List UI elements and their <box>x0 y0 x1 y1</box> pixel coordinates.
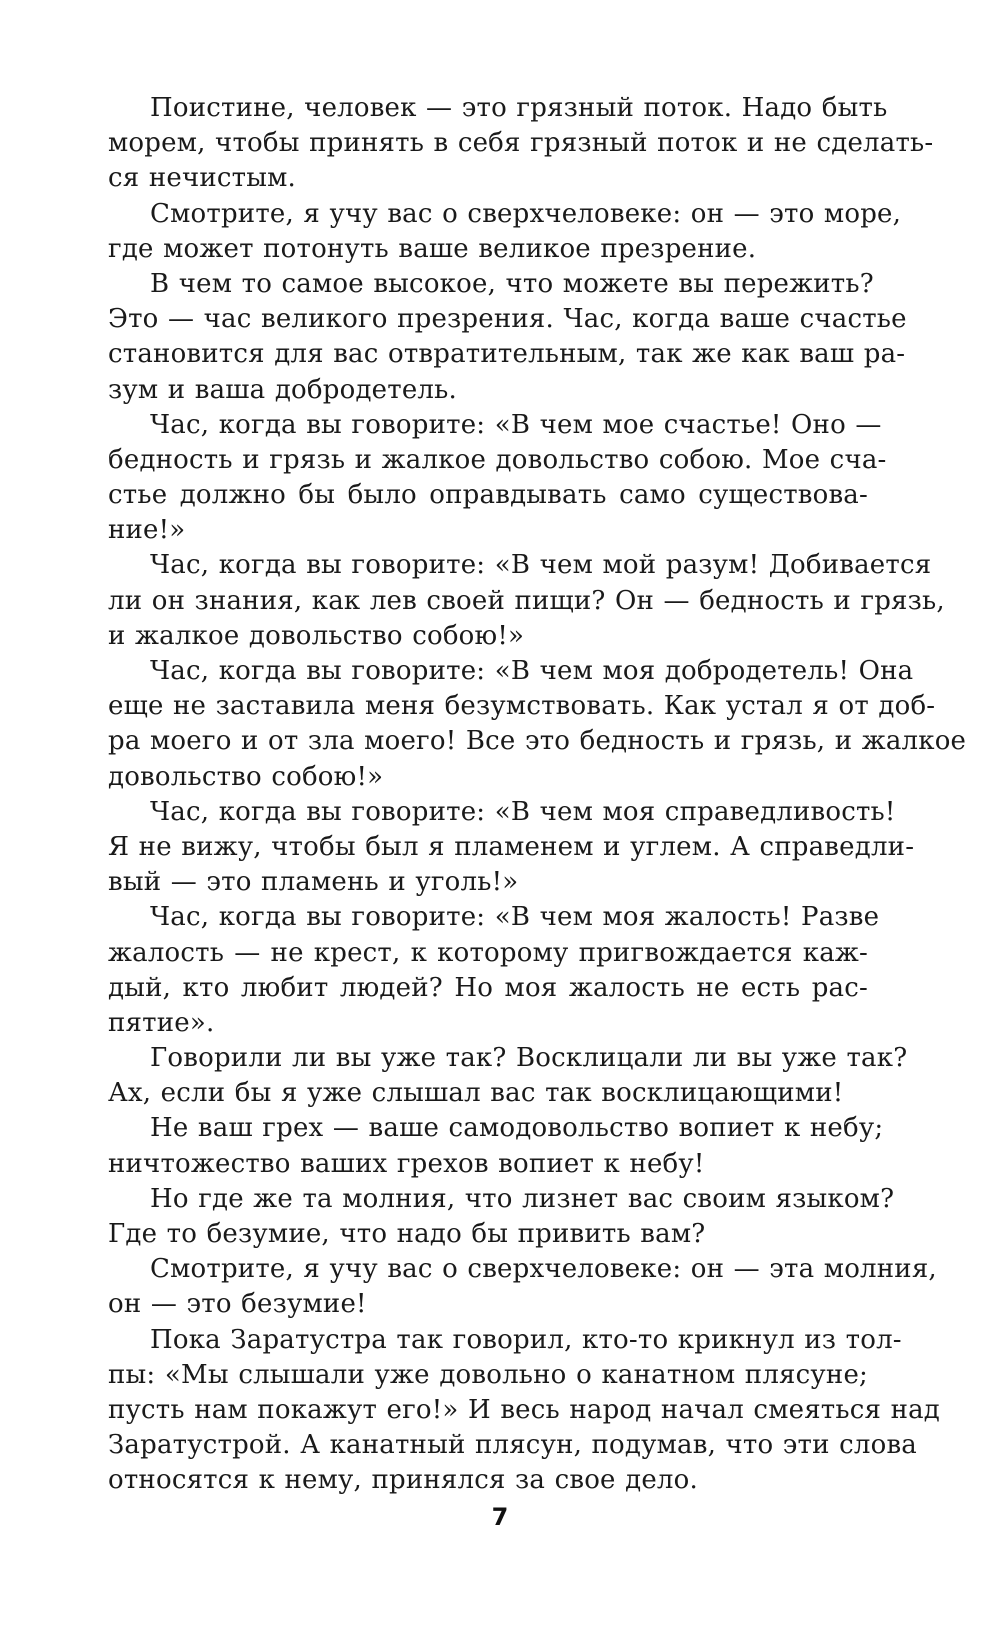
text-line: Где то безумие, что надо бы привить вам? <box>108 1219 706 1249</box>
text-line: Смотрите, я учу вас о сверхчеловеке: он — эта молния, <box>150 1254 937 1285</box>
text-line: ничтожество ваших грехов вопиет к небу! <box>108 1148 705 1179</box>
text-line: Час, когда вы говорите: «В чем мой разум! Добивается <box>150 550 932 581</box>
text-line: бедность и грязь и жалкое довольство собою. Мое сча- <box>108 444 887 475</box>
text-line: Не ваш грех — ваше самодовольство вопиет к небу; <box>150 1113 884 1144</box>
text-line: зум и ваша добродетель. <box>108 374 457 405</box>
text-line: стье должно бы было оправдывать само существова- <box>108 480 868 511</box>
text-line: где может потонуть ваше великое презрение. <box>108 233 757 264</box>
text-line: дый, кто любит людей? Но моя жалость не есть рас- <box>108 972 868 1003</box>
text-line: Ах, если бы я уже слышал вас так восклицающими! <box>108 1078 844 1109</box>
text-line: пы: «Мы слышали уже довольно о канатном плясуне; <box>108 1359 868 1390</box>
text-line: относятся к нему, принялся за свое дело. <box>108 1465 698 1496</box>
text-line: ра моего и от зла моего! Все это бедность и грязь, и жалкое <box>108 726 967 757</box>
text-line: Заратустрой. А канатный плясун, подумав, что эти слова <box>108 1430 918 1461</box>
text-line: морем, чтобы принять в себя грязный поток и не сделать- <box>108 128 934 159</box>
text-line: Час, когда вы говорите: «В чем моя справедливость! <box>150 796 896 827</box>
text-line: пусть нам покажут его!» И весь народ начал смеяться над <box>108 1394 941 1425</box>
text-line: ние!» <box>108 515 186 546</box>
text-line: Я не вижу, чтобы был я пламенем и углем. А справедли- <box>108 831 915 862</box>
text-line: он — это безумие! <box>108 1289 367 1320</box>
text-line: Говорили ли вы уже так? Восклицали ли вы уже так? <box>150 1043 908 1074</box>
text-line: Час, когда вы говорите: «В чем мое счастье! Оно — <box>150 409 882 440</box>
page-number: 7 <box>491 1503 509 1531</box>
text-line: Но где же та молния, что лизнет вас своим языком? <box>150 1183 895 1214</box>
text-line: довольство собою!» <box>108 761 384 792</box>
text-line: Смотрите, я учу вас о сверхчеловеке: он — это море, <box>150 198 902 229</box>
text-line: еще не заставила меня безумствовать. Как устал я от доб- <box>108 691 936 722</box>
body-text <box>108 91 967 1499</box>
text-line: жалость — не крест, к которому пригвождается каж- <box>108 937 868 968</box>
text-line: вый — это пламень и уголь!» <box>108 867 519 898</box>
text-line: становится для вас отвратительным, так же как ваш ра- <box>108 339 906 370</box>
text-line: и жалкое довольство собою!» <box>108 620 525 651</box>
text-line: Час, когда вы говорите: «В чем моя добродетель! Она <box>150 656 914 686</box>
text-line: ли он знания, как лев своей пищи? Он — бедность и грязь, <box>108 585 945 616</box>
text-line: Это — час великого презрения. Час, когда ваше счастье <box>108 304 907 335</box>
text-line: Поистине, человек — это грязный поток. Надо быть <box>150 93 888 123</box>
text-line: Час, когда вы говорите: «В чем моя жалость! Разве <box>150 902 880 933</box>
text-line: В чем то самое высокое, что можете вы пережить? <box>150 268 874 299</box>
text-line: ся нечистым. <box>108 163 296 194</box>
text-line: пятие». <box>108 1007 215 1038</box>
text-line: Пока Заратустра так говорил, кто-то крикнул из тол- <box>150 1324 902 1355</box>
